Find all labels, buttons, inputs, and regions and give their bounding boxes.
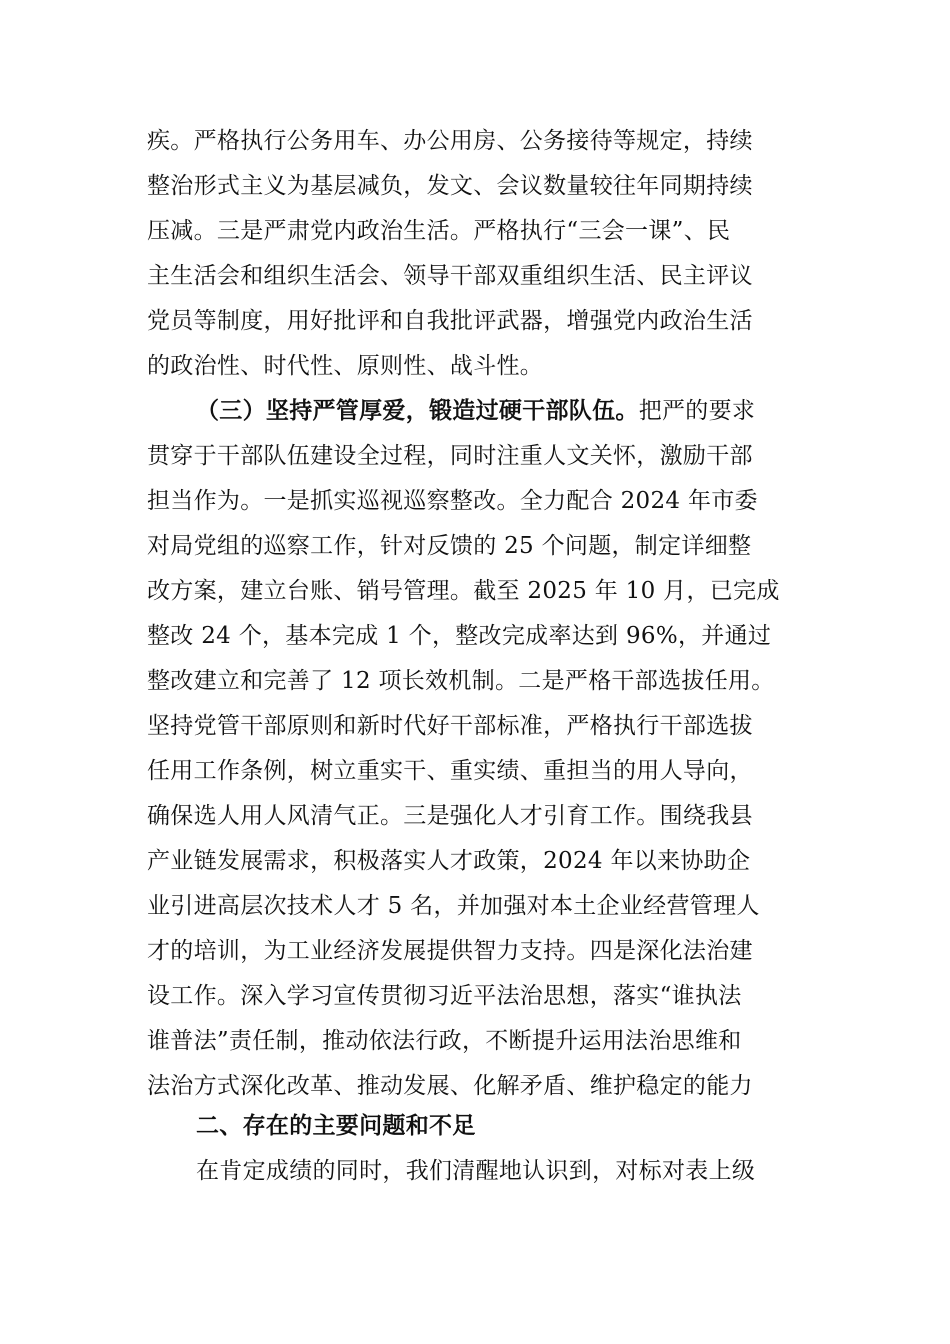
paragraph-line: 业引进高层次技术人才 5 名，并加强对本土企业经营管理人 — [147, 893, 760, 919]
paragraph-line: 确保选人用人风清气正。三是强化人才引育工作。围绕我县 — [147, 803, 753, 829]
paragraph-line: 坚持党管干部原则和新时代好干部标准，严格执行干部选拔 — [147, 713, 753, 739]
section-2-heading: 二、存在的主要问题和不足 — [196, 1113, 476, 1139]
paragraph-line: 任用工作条例，树立重实干、重实绩、重担当的用人导向， — [147, 758, 753, 784]
paragraph-line: 整改 24 个，基本完成 1 个，整改完成率达到 96%，并通过 — [147, 623, 772, 649]
paragraph-line: 产业链发展需求，积极落实人才政策，2024 年以来协助企 — [147, 848, 751, 874]
section-3-first-line — [196, 396, 876, 426]
paragraph-line: 才的培训，为工业经济发展提供智力支持。四是深化法治建 — [147, 938, 753, 964]
paragraph-line: 疾。严格执行公务用车、办公用房、公务接待等规定，持续 — [147, 128, 753, 154]
paragraph-line: 压减。三是严肃党内政治生活。严格执行“三会一课”、民 — [147, 218, 731, 244]
section-3-first-line-rest: 把严的要求 — [638, 398, 756, 424]
paragraph-line: 整治形式主义为基层减负，发文、会议数量较往年同期持续 — [147, 173, 753, 199]
paragraph-line: 的政治性、时代性、原则性、战斗性。 — [147, 353, 544, 379]
paragraph-line: 整改建立和完善了 12 项长效机制。二是严格干部选拔任用。 — [147, 668, 775, 694]
paragraph-line: 担当作为。一是抓实巡视巡察整改。全力配合 2024 年市委 — [147, 488, 758, 514]
paragraph-line: 主生活会和组织生活会、领导干部双重组织生活、民主评议 — [147, 263, 753, 289]
paragraph-line: 在肯定成绩的同时，我们清醒地认识到，对标对表上级 — [196, 1158, 756, 1184]
paragraph-line: 法治方式深化改革、推动发展、化解矛盾、维护稳定的能力 — [147, 1073, 753, 1099]
paragraph-line: 党员等制度，用好批评和自我批评武器，增强党内政治生活 — [147, 308, 753, 334]
paragraph-line: 谁普法”责任制，推动依法行政，不断提升运用法治思维和 — [147, 1028, 742, 1054]
paragraph-line: 改方案，建立台账、销号管理。截至 2025 年 10 月，已完成 — [147, 578, 780, 604]
paragraph-line: 设工作。深入学习宣传贯彻习近平法治思想，落实“谁执法 — [147, 983, 742, 1009]
paragraph-line: 对局党组的巡察工作，针对反馈的 25 个问题，制定详细整 — [147, 533, 752, 559]
section-3-heading: （三）坚持严管厚爱，锻造过硬干部队伍。 — [196, 397, 639, 424]
paragraph-line: 贯穿于干部队伍建设全过程，同时注重人文关怀，激励干部 — [147, 443, 753, 469]
